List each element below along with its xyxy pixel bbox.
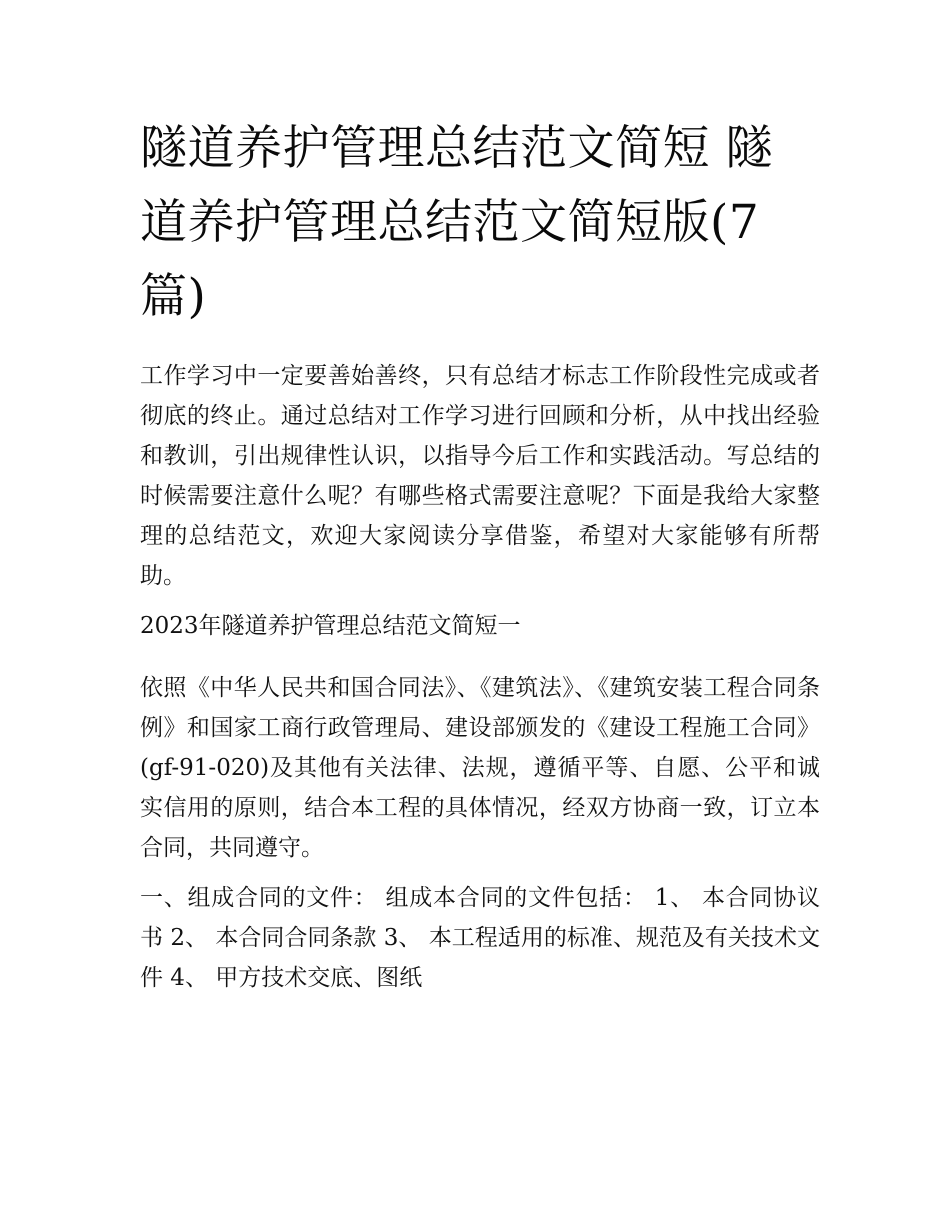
contract-basis-paragraph: 依照《中华人民共和国合同法》、《建筑法》、《建筑安装工程合同条例》和国家工商行政管理局、建设部颁发的《建设工程施工合同》(gf-91-020)及其他有关法律、法规，遵循平等、自愿、公平和诚实信用的原则，结合本工程的具体情况，经双方协商一致，订立本合同，共同遵守。 <box>140 675 820 861</box>
intro-paragraph: 工作学习中一定要善始善终，只有总结才标志工作阶段性完成或者彻底的终止。通过总结对工作学习进行回顾和分析，从中找出经验和教训，引出规律性认识，以指导今后工作和实践活动。写总结的时候需要注意什么呢？有哪些格式需要注意呢？下面是我给大家整理的总结范文，欢迎大家阅读分享借鉴，希望对大家能够有所帮助。 <box>140 363 820 589</box>
document-page <box>140 112 820 998</box>
section-heading: 2023年隧道养护管理总结范文简短一 <box>140 613 521 639</box>
contract-documents-paragraph: 一、组成合同的文件： 组成本合同的文件包括： 1、 本合同协议书 2、 本合同合同条款 3、 本工程适用的标准、规范及有关技术文件 4、 甲方技术交底、图纸 <box>140 885 820 991</box>
document-title: 隧道养护管理总结范文简短 隧道养护管理总结范文简短版(7篇) <box>140 121 773 324</box>
